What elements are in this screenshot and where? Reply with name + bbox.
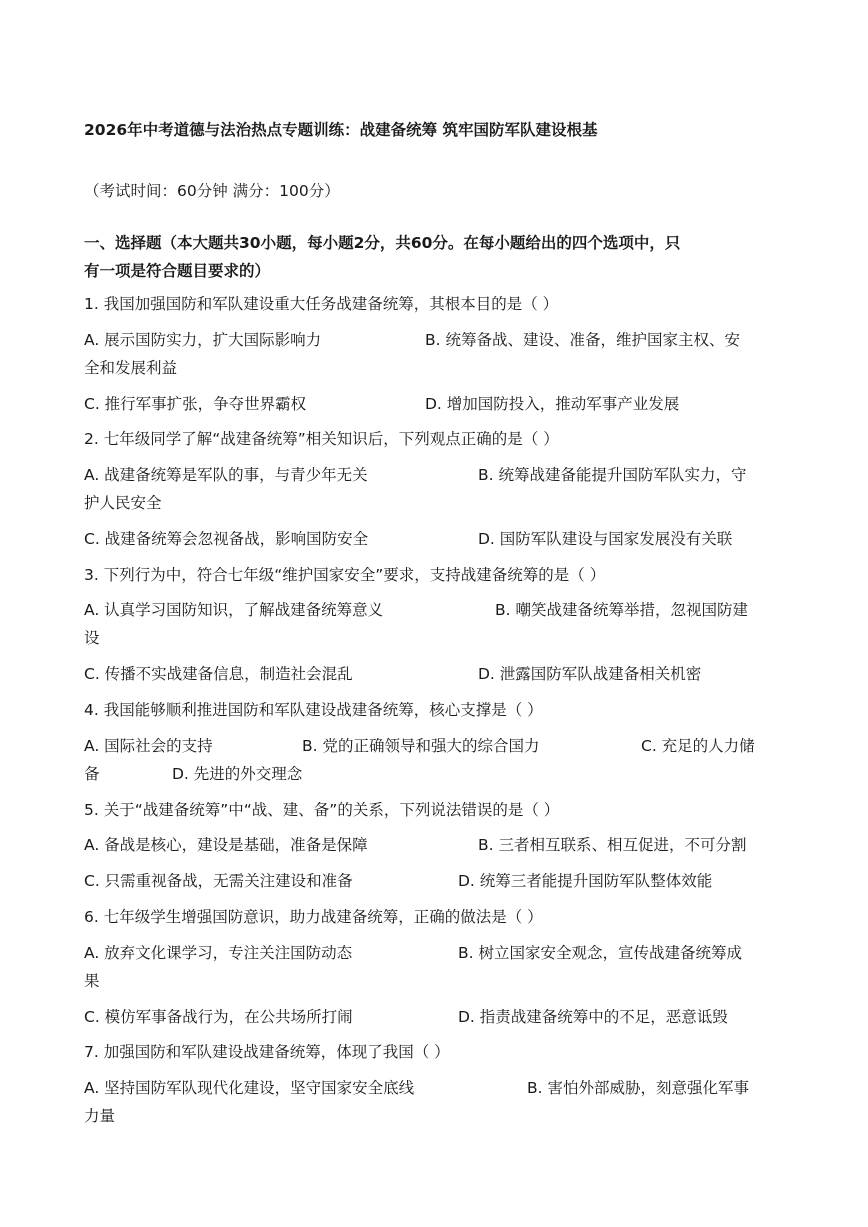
question-4-option-d: D. 先进的外交理念	[172, 765, 303, 783]
question-1-option-b-continued: 全和发展利益	[84, 359, 178, 377]
section-heading-line-1: 一、选择题（本大题共30小题，每小题2分，共60分。在每小题给出的四个选项中，只	[84, 234, 681, 252]
question-2-option-b: B. 统筹战建备能提升国防军队实力，守	[478, 466, 747, 484]
question-2-option-c: C. 战建备统筹会忽视备战，影响国防安全	[84, 530, 369, 548]
question-6-option-d: D. 指责战建备统筹中的不足，恶意诋毁	[458, 1008, 728, 1026]
section-heading	[84, 229, 784, 285]
question-3-option-d: D. 泄露国防军队战建备相关机密	[478, 665, 702, 683]
question-3-option-b: B. 嘲笑战建备统筹举措，忽视国防建	[495, 601, 748, 619]
question-7-option-a: A. 坚持国防军队现代化建设，坚守国家安全底线	[84, 1079, 415, 1097]
question-3-option-b-continued: 设	[84, 629, 100, 647]
question-6-option-b-continued: 果	[84, 972, 100, 990]
question-5-option-d: D. 统筹三者能提升国防军队整体效能	[458, 872, 713, 890]
question-4-stem: 4. 我国能够顺利推进国防和军队建设战建备统筹，核心支撑是（ ）	[84, 701, 543, 719]
question-1-stem: 1. 我国加强国防和军队建设重大任务战建备统筹，其根本目的是（ ）	[84, 295, 559, 313]
question-4-option-c-continued: 备	[84, 765, 100, 783]
question-1-option-c: C. 推行军事扩张，争夺世界霸权	[84, 395, 307, 413]
question-2-stem: 2. 七年级同学了解“战建备统筹”相关知识后，下列观点正确的是（ ）	[84, 430, 559, 448]
question-2-option-b-continued: 护人民安全	[84, 494, 162, 512]
question-7-stem: 7. 加强国防和军队建设战建备统筹，体现了我国（ ）	[84, 1043, 450, 1061]
question-5-option-b: B. 三者相互联系、相互促进，不可分割	[478, 836, 747, 854]
question-6-stem: 6. 七年级学生增强国防意识，助力战建备统筹，正确的做法是（ ）	[84, 908, 543, 926]
question-7-option-b: B. 害怕外部威胁，刻意强化军事	[527, 1079, 749, 1097]
question-4-option-c: C. 充足的人力储	[641, 737, 755, 755]
question-1-option-b: B. 统筹备战、建设、准备，维护国家主权、安	[425, 331, 740, 349]
question-3-stem: 3. 下列行为中，符合七年级“维护国家安全”要求，支持战建备统筹的是（ ）	[84, 566, 606, 584]
question-2-option-d: D. 国防军队建设与国家发展没有关联	[478, 530, 733, 548]
question-6-option-b: B. 树立国家安全观念，宣传战建备统筹成	[458, 944, 742, 962]
question-3-option-c: C. 传播不实战建备信息，制造社会混乱	[84, 665, 353, 683]
exam-info: （考试时间：60分钟 满分：100分）	[84, 182, 340, 200]
question-4-option-b: B. 党的正确领导和强大的综合国力	[302, 737, 540, 755]
question-5-option-a: A. 备战是核心，建设是基础，准备是保障	[84, 836, 368, 854]
question-2-option-a: A. 战建备统筹是军队的事，与青少年无关	[84, 466, 368, 484]
question-1-option-d: D. 增加国防投入，推动军事产业发展	[425, 395, 680, 413]
question-3-option-a: A. 认真学习国防知识，了解战建备统筹意义	[84, 601, 384, 619]
section-heading-line-2: 有一项是符合题目要求的）	[84, 262, 271, 280]
question-5-option-c: C. 只需重视备战，无需关注建设和准备	[84, 872, 353, 890]
question-6-option-a: A. 放弃文化课学习，专注关注国防动态	[84, 944, 353, 962]
question-7-option-b-continued: 力量	[84, 1107, 116, 1125]
question-5-stem: 5. 关于“战建备统筹”中“战、建、备”的关系，下列说法错误的是（ ）	[84, 801, 560, 819]
question-6-option-c: C. 模仿军事备战行为，在公共场所打闹	[84, 1008, 353, 1026]
document-title: 2026年中考道德与法治热点专题训练：战建备统筹 筑牢国防军队建设根基	[84, 121, 598, 139]
question-1-option-a: A. 展示国防实力，扩大国际影响力	[84, 331, 322, 349]
question-4-option-a: A. 国际社会的支持	[84, 737, 213, 755]
